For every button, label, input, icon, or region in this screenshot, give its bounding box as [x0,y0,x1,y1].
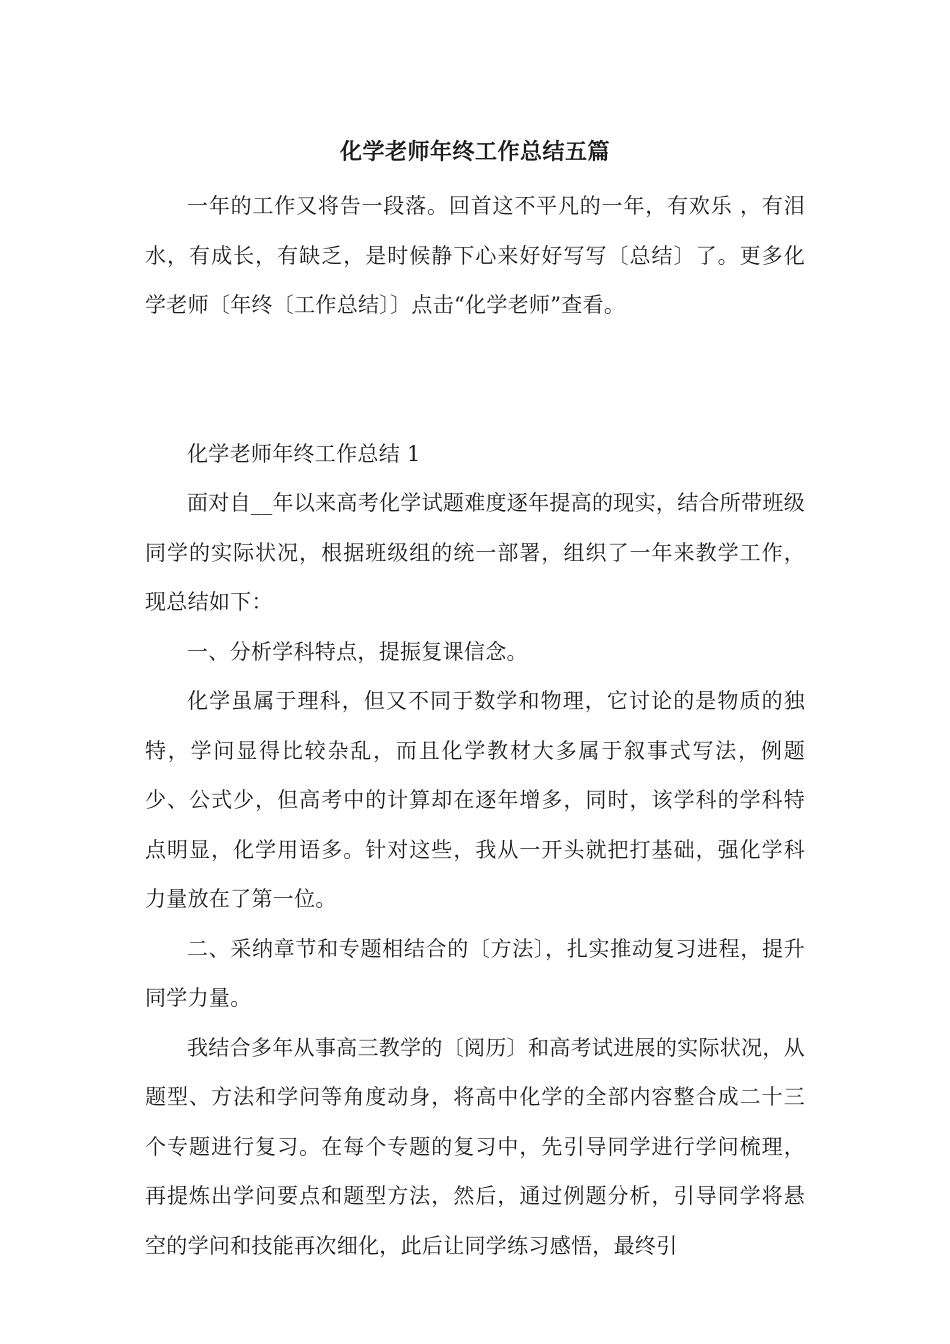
paragraph-5: 我结合多年从事高三教学的〔阅历〕和高考试进展的实际状况，从题型、方法和学问等角度动身，将高中化学的全部内容整合成二十三个专题进行复习。在每个专题的复习中，先引导同学进行学问梳理，再提炼出学问要点和题型方法，然后，通过例题分析，引导同学将悬空的学问和技能再次细化，此后让同学练习感悟，最终引 [145,1035,805,1258]
section-spacer [145,331,805,430]
paragraph-2: 一、分析学科特点，提振复课信念。 [187,639,528,664]
document-body [145,182,805,1271]
intro-paragraph: 一年的工作又将告一段落。回首这不平凡的一年，有欢乐 ，有泪水，有成长，有缺乏，是时候静下心来好好写写〔总结〕了。更多化学老师〔年终〔工作总结〕〕点击“化学老师”查看。 [145,194,805,317]
section-heading: 化学老师年终工作总结 1 [187,441,421,466]
paragraph-3: 化学虽属于理科，但又不同于数学和物理，它讨论的是物质的独特，学问显得比较杂乱，而且化学教材大多属于叙事式写法，例题少、公式少，但高考中的计算却在逐年增多，同时，该学科的学科特点明显，化学用语多。针对这些，我从一开头就把打基础，强化学科力量放在了第一位。 [145,689,805,911]
paragraph-1: 面对自__年以来高考化学试题难度逐年提高的现实，结合所带班级同学的实际状况，根据班级组的统一部署，组织了一年来教学工作，现总结如下： [145,491,805,614]
paragraph-4: 二、采纳章节和专题相结合的〔方法〕，扎实推动复习进程，提升同学力量。 [145,936,805,1010]
document-title: 化学老师年终工作总结五篇 [339,139,610,165]
